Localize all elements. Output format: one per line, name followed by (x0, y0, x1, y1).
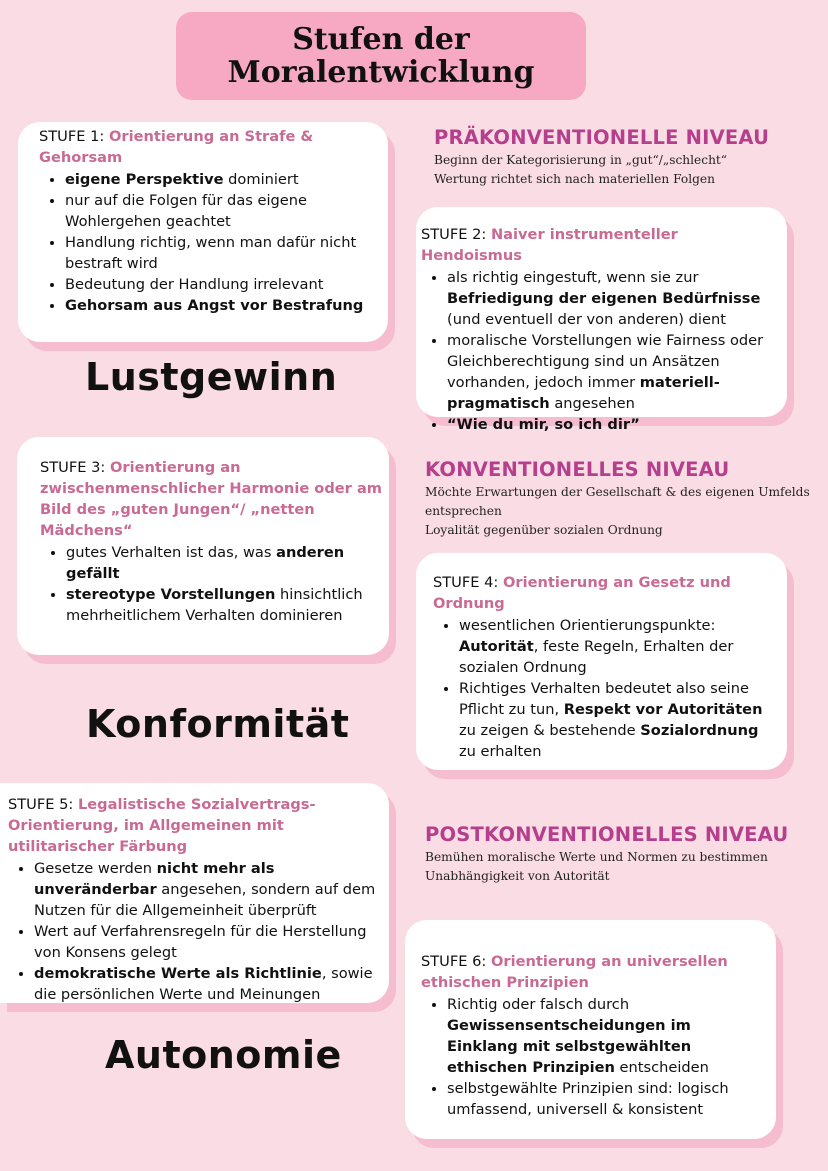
level-line: Bemühen moralische Werte und Normen zu bestimmen (425, 850, 768, 864)
stage-card-3 (17, 437, 389, 655)
bullet-bold-text: Autorität (459, 638, 534, 655)
stage-heading (433, 572, 777, 614)
stage-bullets (421, 994, 766, 1120)
level-title: POSTKONVENTIONELLES NIVEAU (425, 823, 789, 846)
stage-prefix: STUFE 1: (39, 128, 109, 145)
level-line: entsprechen (425, 504, 502, 518)
stage-title: Orientierung an Strafe & Gehorsam (39, 128, 314, 166)
level-title: KONVENTIONELLES NIVEAU (425, 458, 730, 481)
bullet-text: , feste Regeln, Erhalten der sozialen Ordnung (459, 638, 734, 676)
stage-bullet (447, 1078, 766, 1120)
bullet-text: angesehen (549, 395, 635, 412)
level-line: Wertung richtet sich nach materiellen Folgen (434, 172, 715, 186)
stage-bullet (447, 994, 766, 1078)
stage-bullet (65, 295, 378, 316)
bullet-text: gutes Verhalten ist das, was (66, 544, 277, 561)
page-title-line1: Stufen der (292, 22, 470, 57)
bullet-text: selbstgewählte Prinzipien sind: logisch umfassend, universell & konsistent (447, 1080, 729, 1118)
stage-prefix: STUFE 4: (433, 574, 503, 591)
level-line: Beginn der Kategorisierung in „gut“/„schlecht“ (434, 153, 728, 167)
stage-bullets (40, 542, 383, 626)
bullet-bold-text: anderen gefällt (66, 544, 345, 582)
level-conventional (425, 458, 820, 540)
stage-card-4 (416, 553, 787, 770)
bullet-text: dominiert (223, 171, 299, 188)
stage-bullet (34, 963, 383, 1005)
bullet-bold-text: Gewissensentscheidungen im Einklang mit selbstgewählten ethischen Prinzipien (447, 1017, 692, 1076)
level-line: Möchte Erwartungen der Gesellschaft & des eigenen Umfelds (425, 485, 810, 499)
stage-bullet (459, 678, 777, 762)
label-autonomie: Autonomie (105, 1033, 342, 1077)
bullet-text: hinsichtlich mehrheitlichem Verhalten dominieren (66, 586, 363, 624)
stage-card-1 (18, 122, 388, 342)
page-title-line2: Moralentwicklung (227, 55, 535, 90)
level-preconventional (434, 126, 814, 189)
bullet-text: Richtig oder falsch durch (447, 996, 630, 1013)
title-box (176, 12, 586, 100)
stage-bullets (8, 858, 383, 1005)
stage-bullet (447, 414, 777, 435)
bullet-text: Handlung richtig, wenn man dafür nicht bestraft wird (65, 234, 357, 272)
bullet-text: Gesetze werden (34, 860, 157, 877)
bullet-text: entscheiden (614, 1059, 709, 1076)
stage-bullets (39, 169, 378, 316)
stage-card-6 (405, 920, 776, 1139)
stage-bullets (433, 615, 777, 762)
page-title (228, 23, 535, 89)
stage-bullet (34, 921, 383, 963)
stage-prefix: STUFE 6: (421, 953, 491, 970)
bullet-bold-text: materiell-pragmatisch (447, 374, 720, 412)
bullet-bold-text: “Wie du mir, so ich dir” (447, 416, 640, 433)
bullet-bold-text: Gehorsam aus Angst vor Bestrafung (65, 297, 364, 314)
stage-prefix: STUFE 2: (421, 226, 491, 243)
bullet-bold-text: Sozialordnung (640, 722, 759, 739)
bullet-bold-text: Befriedigung der eigenen Bedürfnisse (447, 290, 761, 307)
bullet-text: als richtig eingestuft, wenn sie zur (447, 269, 699, 286)
stage-title: Orientierung an universellen ethischen Prinzipien (421, 953, 728, 991)
stage-heading (421, 951, 766, 993)
bullet-text: wesentlichen Orientierungspunkte: (459, 617, 716, 634)
stage-title: Naiver instrumenteller Hendoismus (421, 226, 678, 264)
bullet-text: angesehen, sondern auf dem Nutzen für die Allgemeinheit überprüft (34, 881, 376, 919)
stage-bullet (65, 274, 378, 295)
bullet-bold-text: demokratische Werte als Richtlinie (34, 965, 322, 982)
stage-heading (39, 126, 378, 168)
level-line: Unabhängigkeit von Autorität (425, 869, 610, 883)
stage-heading (40, 457, 383, 541)
stage-bullet (65, 232, 378, 274)
label-konformitaet: Konformität (86, 702, 350, 746)
stage-prefix: STUFE 3: (40, 459, 110, 476)
bullet-text: Richtiges Verhalten bedeutet also seine Pflicht zu tun, (459, 680, 749, 718)
bullet-bold-text: Respekt vor Autoritäten (563, 701, 763, 718)
stage-card-2 (416, 207, 787, 433)
bullet-text: Wert auf Verfahrensregeln für die Herstellung von Konsens gelegt (34, 923, 367, 961)
level-line: Loyalität gegenüber sozialen Ordnung (425, 523, 663, 537)
bullet-bold-text: nicht mehr als unveränderbar (34, 860, 275, 898)
bullet-text: Bedeutung der Handlung irrelevant (65, 276, 324, 293)
bullet-text: (und eventuell der von anderen) dient (447, 311, 726, 328)
stage-bullet (34, 858, 383, 921)
stage-bullet (66, 542, 383, 584)
level-postconventional (425, 823, 820, 886)
stage-title: Legalistische Sozialvertrags-Orientierung, im Allgemeinen mit utilitarischer Färbung (8, 796, 316, 855)
stage-title: Orientierung an Gesetz und Ordnung (433, 574, 731, 612)
stage-title: Orientierung an zwischenmenschlicher Harmonie oder am Bild des „guten Jungen“/ „netten Mädchens“ (40, 459, 382, 539)
bullet-text: , sowie die persönlichen Werte und Meinungen (34, 965, 373, 1003)
level-title: PRÄKONVENTIONELLE NIVEAU (434, 126, 770, 149)
bullet-text: zu zeigen & bestehende (459, 722, 641, 739)
stage-bullets (421, 267, 777, 435)
bullet-text: nur auf die Folgen für das eigene Wohlergehen geachtet (65, 192, 308, 230)
stage-bullet (65, 169, 378, 190)
stage-heading (8, 794, 383, 857)
stage-prefix: STUFE 5: (8, 796, 78, 813)
stage-card-5 (0, 783, 389, 1003)
stage-bullet (459, 615, 777, 678)
bullet-bold-text: stereotype Vorstellungen (66, 586, 276, 603)
stage-bullet (65, 190, 378, 232)
bullet-text: moralische Vorstellungen wie Fairness oder Gleichberechtigung sind un Ansätzen vorhanden, jedoch immer (447, 332, 764, 391)
bullet-text: zu erhalten (459, 743, 542, 760)
stage-bullet (447, 267, 777, 330)
stage-bullet (66, 584, 383, 626)
label-lustgewinn: Lustgewinn (85, 355, 338, 399)
stage-bullet (447, 330, 777, 414)
bullet-bold-text: eigene Perspektive (65, 171, 224, 188)
stage-heading (421, 224, 777, 266)
